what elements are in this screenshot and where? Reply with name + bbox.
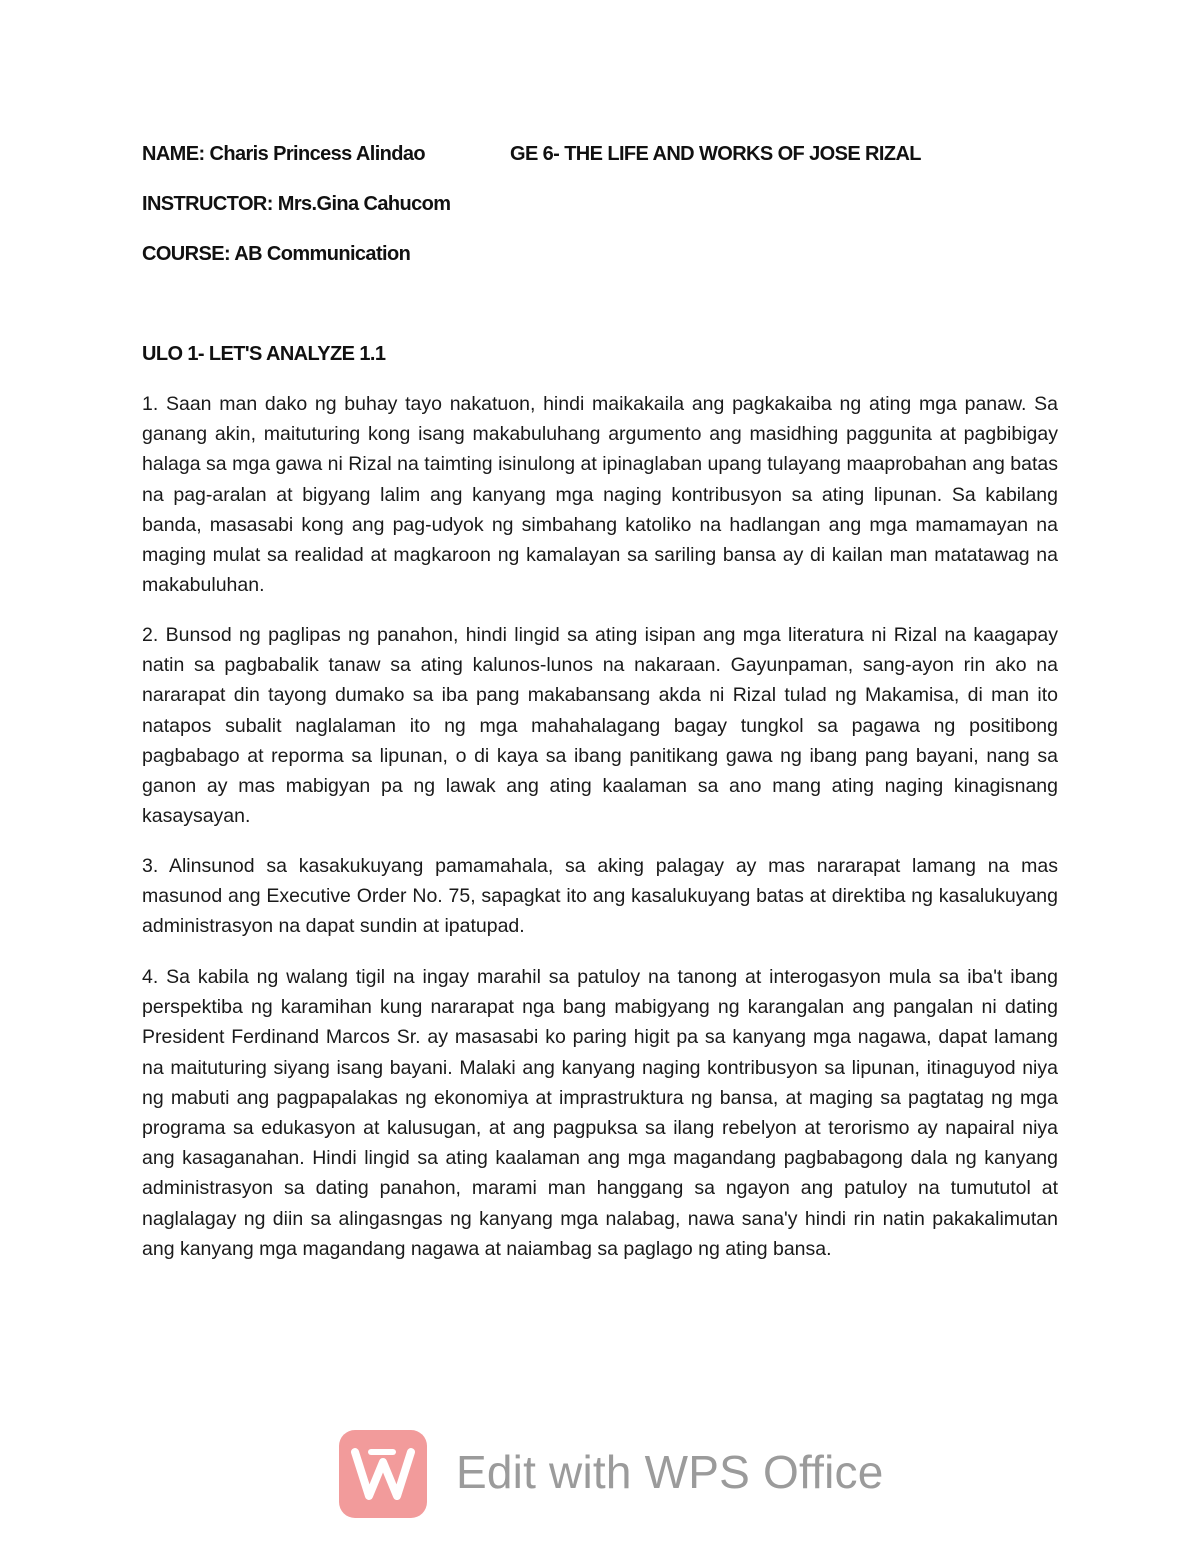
section-title: ULO 1- LET'S ANALYZE 1.1 [142,343,386,365]
edit-with-wps-link[interactable]: Edit with WPS Office [456,1446,884,1498]
wps-logo-icon[interactable] [339,1430,427,1518]
answer-paragraph-3: 3. Alinsunod sa kasakukuyang pamamahala, sa aking palagay ay mas nararapat lamang na mas masunod ang Executive Order No. 75, sapagkat ito ang kasalukuyang batas at direktiba ng kasalukuyang administrasyon na dapat sundin at ipatupad. [142,855,1058,938]
answer-paragraph-2: 2. Bunsod ng paglipas ng panahon, hindi lingid sa ating isipan ang mga literatura ni Rizal na kaagapay natin sa pagbabalik tanaw sa ating kalunos-lunos na nakaraan. Gayunpaman, sang-ayon rin ako na nararapat din tayong dumako sa iba pang makabansang akda ni Rizal tulad ng Makamisa, di man ito natapos subalit naglalaman ito ng mga mahahalagang bagay tungkol sa pagawa ng positibong pagbabago at reporma sa lipunan, o di kaya sa ibang panitikang gawa ng ibang pang bayani, nang sa ganon ay mas mabigyan pa ng lawak ang ating kaalaman sa ano mang ating naging kinagisnang kasaysayan. [142,624,1058,828]
answer-paragraph-1: 1. Saan man dako ng buhay tayo nakatuon, hindi maikakaila ang pagkakaiba ng ating mga panaw. Sa ganang akin, maituturing kong isang makabuluhang argumento ang masidhing paggunita at pagbibigay halaga sa mga gawa ni Rizal na taimting isinulong at ipinaglaban upang tulayang maaprobahan ang batas na pag-aralan at bigyang lalim ang kanyang mga naging kontribusyon sa ating lipunan. Sa kabilang banda, masasabi kong ang pag-udyok ng simbahang katoliko na hadlangan ang mga mamamayan na maging mulat sa realidad at magkaroon ng kamalayan sa sariling bansa ay di kailan man matatawag na makabuluhan. [142,393,1058,597]
instructor-name: INSTRUCTOR: Mrs.Gina Cahucom [142,193,451,215]
student-name: NAME: Charis Princess Alindao [142,143,426,165]
course-name: COURSE: AB Communication [142,243,411,265]
wps-w-mark [349,1444,417,1504]
answer-paragraph-4: 4. Sa kabila ng walang tigil na ingay marahil sa patuloy na tanong at interogasyon mula sa iba't ibang perspektiba ng karamihan kung nararapat nga bang mabigyang ng karangalan ang pangalan ni dating President Ferdinand Marcos Sr. ay masasabi ko paring higit pa sa kanyang mga nagawa, dapat lamang na maituturing siyang isang bayani. Malaki ang kanyang naging kontribusyon sa lipunan, itinaguyod niya ng mabuti ang pagpapalakas ng ekonomiya at imprastruktura ng bansa, at maging sa pagtatag ng mga programa sa edukasyon at kalusugan, at ang pagpuksa sa ilang rebelyon at terorismo ay napairal niya ang kasaganahan. Hindi lingid sa ating kaalaman ang mga magandang pagbabagong dala ng kanyang administrasyon sa dating panahon, marami man hanggang sa ngayon ang patuloy na tumututol at naglalagay ng diin sa alingasngas ng kanyang mga nalabag, nawa sana'y hindi rin natin pakakalimutan ang kanyang mga magandang nagawa at naiambag sa paglago ng ating bansa. [142,966,1058,1260]
course-title: GE 6- THE LIFE AND WORKS OF JOSE RIZAL [510,143,921,165]
